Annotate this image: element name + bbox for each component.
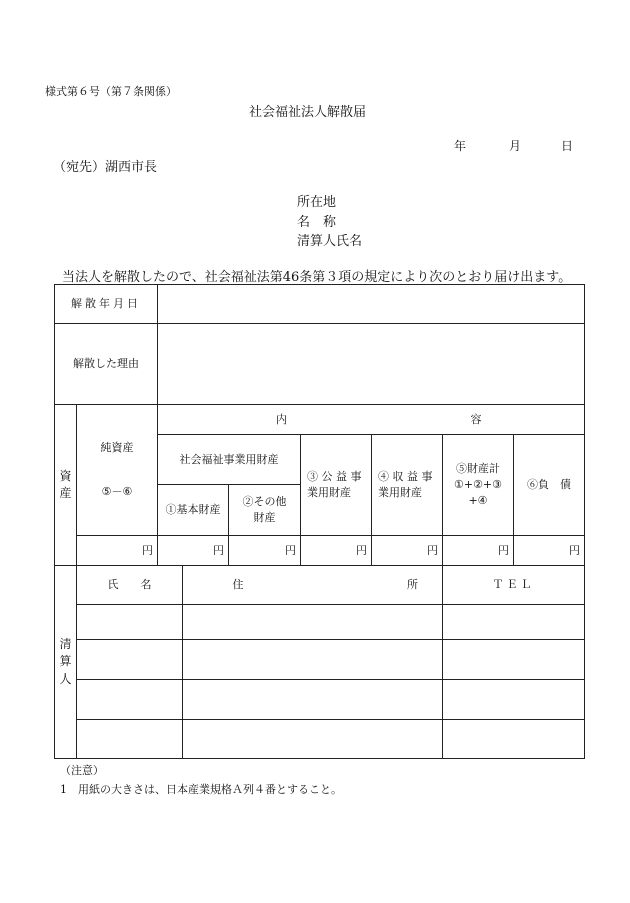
net-assets-amount[interactable]: 円: [77, 536, 158, 566]
other-property-amount[interactable]: 円: [229, 536, 301, 566]
income-property-amount[interactable]: 円: [372, 536, 443, 566]
liquidator-tel-cell[interactable]: [443, 605, 585, 640]
col-tel-header: ＴＥＬ: [443, 566, 585, 605]
table-row: [55, 640, 585, 680]
intro-text: 当法人を解散したので、社会福祉法第46条第３項の規定により次のとおり届け出ます。: [62, 270, 572, 285]
dissolution-reason-label: 解散した理由: [55, 324, 158, 405]
public-property-amount[interactable]: 円: [301, 536, 372, 566]
breakdown-header: 内 容: [158, 405, 585, 435]
liquidator-side-label: 清 算 人: [55, 566, 77, 759]
form-title: 社会福祉法人解散届: [249, 105, 367, 120]
liquidator-name-cell[interactable]: [77, 605, 183, 640]
liquidator-address-cell[interactable]: [183, 640, 443, 680]
liquidator-name-cell[interactable]: [77, 680, 183, 720]
liquidator-name-cell[interactable]: [77, 720, 183, 759]
liabilities-amount[interactable]: 円: [514, 536, 585, 566]
dissolution-form-table: [54, 284, 585, 759]
dissolution-reason-field[interactable]: [158, 324, 585, 405]
liquidator-tel-cell[interactable]: [443, 680, 585, 720]
income-property-header: ④ 収 益 事 業用財産: [372, 435, 443, 536]
corp-name-label: 名 称: [297, 215, 337, 230]
assets-side-label: 資 産: [55, 405, 77, 566]
date-day-label: 日: [561, 139, 574, 153]
other-property-header: ②その他 財産: [229, 485, 301, 536]
liquidator-tel-cell[interactable]: [443, 640, 585, 680]
net-assets-header: 純資産 ⑤－⑥: [77, 405, 158, 536]
liquidator-address-cell[interactable]: [183, 680, 443, 720]
liquidator-name-cell[interactable]: [77, 640, 183, 680]
liquidator-address-cell[interactable]: [183, 605, 443, 640]
date-year-label: 年: [454, 139, 467, 153]
col-address-header: 住 所: [183, 566, 443, 605]
addressee: （宛先）湖西市長: [53, 160, 158, 175]
total-property-header: ⑤財産計 ①+②+③ +④: [443, 435, 514, 536]
date-month-label: 月: [509, 139, 522, 153]
total-property-amount[interactable]: 円: [443, 536, 514, 566]
welfare-property-header: 社会福祉事業用財産: [158, 435, 301, 485]
table-row: [55, 720, 585, 759]
basic-property-amount[interactable]: 円: [158, 536, 229, 566]
dissolution-date-label: 解散年月日: [55, 285, 158, 324]
liquidator-tel-cell[interactable]: [443, 720, 585, 759]
basic-property-header: ①基本財産: [158, 485, 229, 536]
public-property-header: ③ 公 益 事 業用財産: [301, 435, 372, 536]
form-number: 様式第６号（第７条関係）: [45, 85, 177, 98]
liquidator-address-cell[interactable]: [183, 720, 443, 759]
notes-heading: （注意）: [60, 764, 104, 777]
liquidator-name-label: 清算人氏名: [297, 234, 363, 249]
dissolution-date-field[interactable]: [158, 285, 585, 324]
table-row: [55, 605, 585, 640]
address-label: 所在地: [297, 195, 337, 210]
liabilities-header: ⑥負 債: [514, 435, 585, 536]
note-item: 1 用紙の大きさは、日本産業規格Ａ列４番とすること。: [60, 783, 342, 796]
col-name-header: 氏 名: [77, 566, 183, 605]
table-row: [55, 680, 585, 720]
